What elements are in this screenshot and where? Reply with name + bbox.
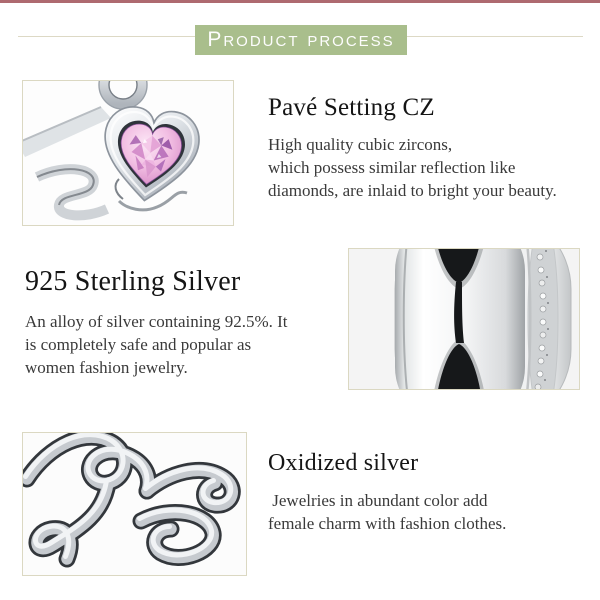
feature-description-line: An alloy of silver containing 92.5%. It	[25, 312, 288, 331]
feature-description-line: is completely safe and popular as	[25, 335, 252, 354]
feature-title: Pavé Setting CZ	[268, 94, 435, 121]
feature-description-line: High quality cubic zircons,	[268, 135, 453, 154]
oxidized-silver-image	[22, 432, 247, 576]
feature-description-line: women fashion jewelry.	[25, 358, 188, 377]
feature-description-line: which possess similar reflection like	[268, 158, 516, 177]
silver-spacer-illustration	[349, 249, 579, 389]
feature-description-line: female charm with fashion clothes.	[268, 514, 507, 533]
feature-block-silver	[25, 266, 355, 379]
top-accent-bar	[0, 0, 600, 3]
pave-setting-image	[22, 80, 234, 226]
feature-block-oxidized	[268, 450, 598, 535]
section-header	[195, 25, 407, 55]
section-header-label: Product process	[207, 28, 395, 51]
feature-title: Oxidized silver	[268, 450, 419, 476]
feature-title: 925 Sterling Silver	[25, 266, 241, 297]
feature-description-line: diamonds, are inlaid to bright your beauty.	[268, 181, 557, 200]
oxidized-script-illustration	[23, 433, 246, 575]
feature-description-line: Jewelries in abundant color add	[268, 491, 488, 510]
pink-heart-gem-illustration	[23, 81, 233, 225]
sterling-silver-image	[348, 248, 580, 390]
feature-block-pave	[268, 94, 598, 202]
